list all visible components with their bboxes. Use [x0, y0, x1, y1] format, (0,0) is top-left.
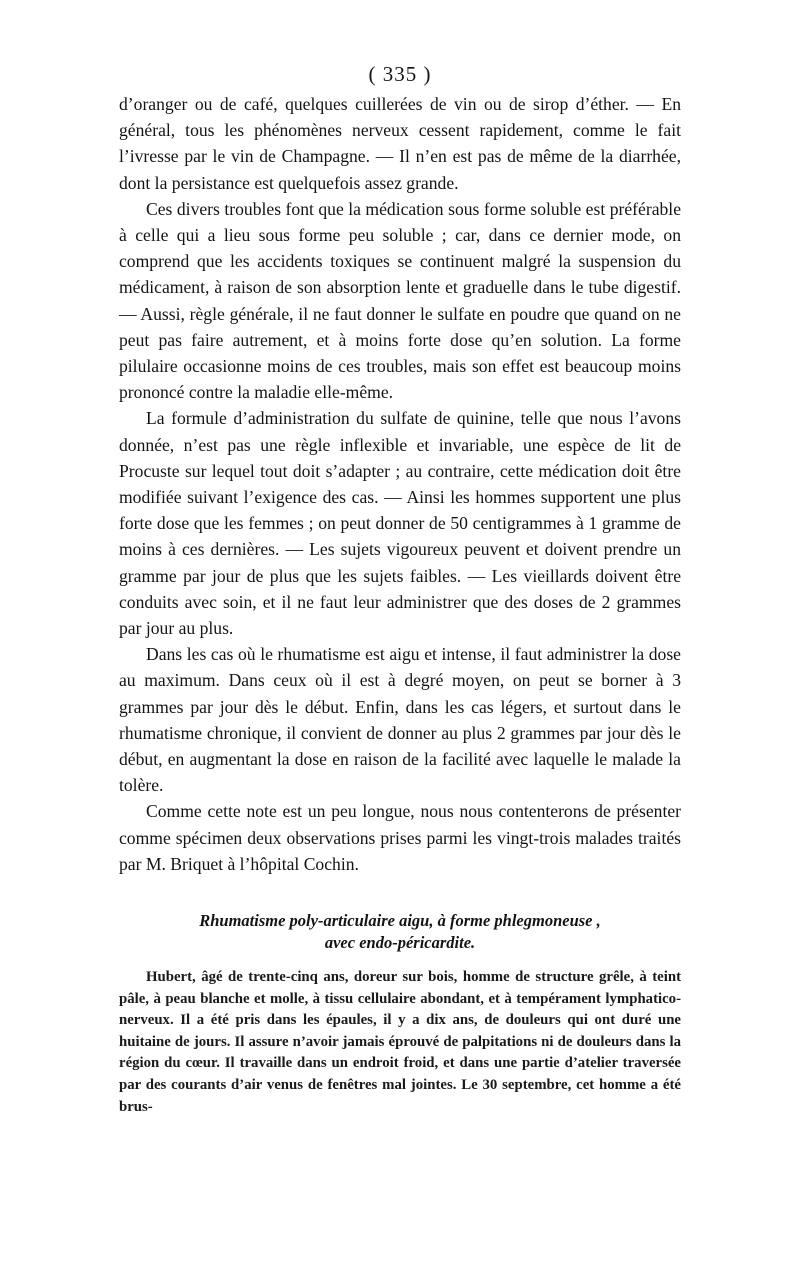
observation-text: Hubert, âgé de trente-cinq ans, doreur sur bois, homme de structure grêle, à teint pâle, à peau blanche et molle, à tissu cellulaire abondant, et à tempérament lymphatico-nerveux. Il a été pris dans les épaules, il y a dix ans, de douleurs qui ont duré une huitaine de jours. Il assure n’avoir jamais éprouvé de palpitations ni de douleurs dans la région du cœur. Il travaille dans un endroit froid, et dans une partie d’atelier traversée par des courants d’air venus de fenêtres mal jointes. Le 30 septembre, cet homme a été brus- — [119, 969, 681, 1115]
observation-heading-line-2: avec endo-péricardite. — [324, 933, 476, 952]
paragraph-2: Ces divers troubles font que la médication sous forme soluble est préférable à celle qui a lieu sous forme peu soluble ; car, dans ce dernier mode, on comprend que les accidents toxiques se continuent malgré la suspension du médicament, à raison de son absorption lente et graduelle dans le tube digestif. — Aussi, règle générale, il ne faut donner le sulfate en poudre que quand on ne peut pas faire autrement, et à moins forte dose qu’en solution. La forme pilulaire occasionne moins de ces troubles, mais son effet est beaucoup moins prononcé contre la maladie elle-même. — [119, 198, 681, 403]
body-text — [119, 91, 681, 877]
observation-heading-line-1: Rhumatisme poly-articulaire aigu, à forme phlegmoneuse , — [199, 911, 601, 930]
paragraph-3: La formule d’administration du sulfate de quinine, telle que nous l’avons donnée, n’est pas une règle inflexible et invariable, une espèce de lit de Procuste sur lequel tout doit s’adapter ; au contraire, cette médication doit être modifiée suivant l’exigence des cas. — Ainsi les hommes supportent une plus forte dose que les femmes ; on peut donner de 50 centigrammes à 1 gramme de moins à ces dernières. — Les sujets vigoureux peuvent et doivent prendre un gramme par jour de plus que les sujets faibles. — Les vieillards doivent être conduits avec soin, et il ne faut leur administrer que des doses de 2 grammes par jour au plus. — [119, 408, 681, 639]
paragraph-5: Comme cette note est un peu longue, nous nous contenterons de présenter comme spécimen deux observations prises parmi les vingt-trois malades traités par M. Briquet à l’hôpital Cochin. — [119, 801, 681, 874]
paragraph-4: Dans les cas où le rhumatisme est aigu et intense, il faut administrer la dose au maximum. Dans ceux où il est à degré moyen, on peut se borner à 3 grammes par jour dès le début. Enfin, dans les cas légers, et surtout dans le rhumatisme chronique, il convient de donner au plus 2 grammes par jour dès le début, en augmentant la dose en raison de la facilité avec laquelle le malade la tolère. — [119, 644, 681, 796]
page-number: ( 335 ) — [368, 62, 432, 86]
paragraph-1: d’oranger ou de café, quelques cuillerées de vin ou de sirop d’éther. — En général, tous les phénomènes nerveux cessent rapidement, comme le fait l’ivresse par le vin de Champagne. — Il n’en est pas de même de la diarrhée, dont la persistance est quelquefois assez grande. — [119, 94, 681, 193]
observation-heading — [119, 910, 681, 954]
